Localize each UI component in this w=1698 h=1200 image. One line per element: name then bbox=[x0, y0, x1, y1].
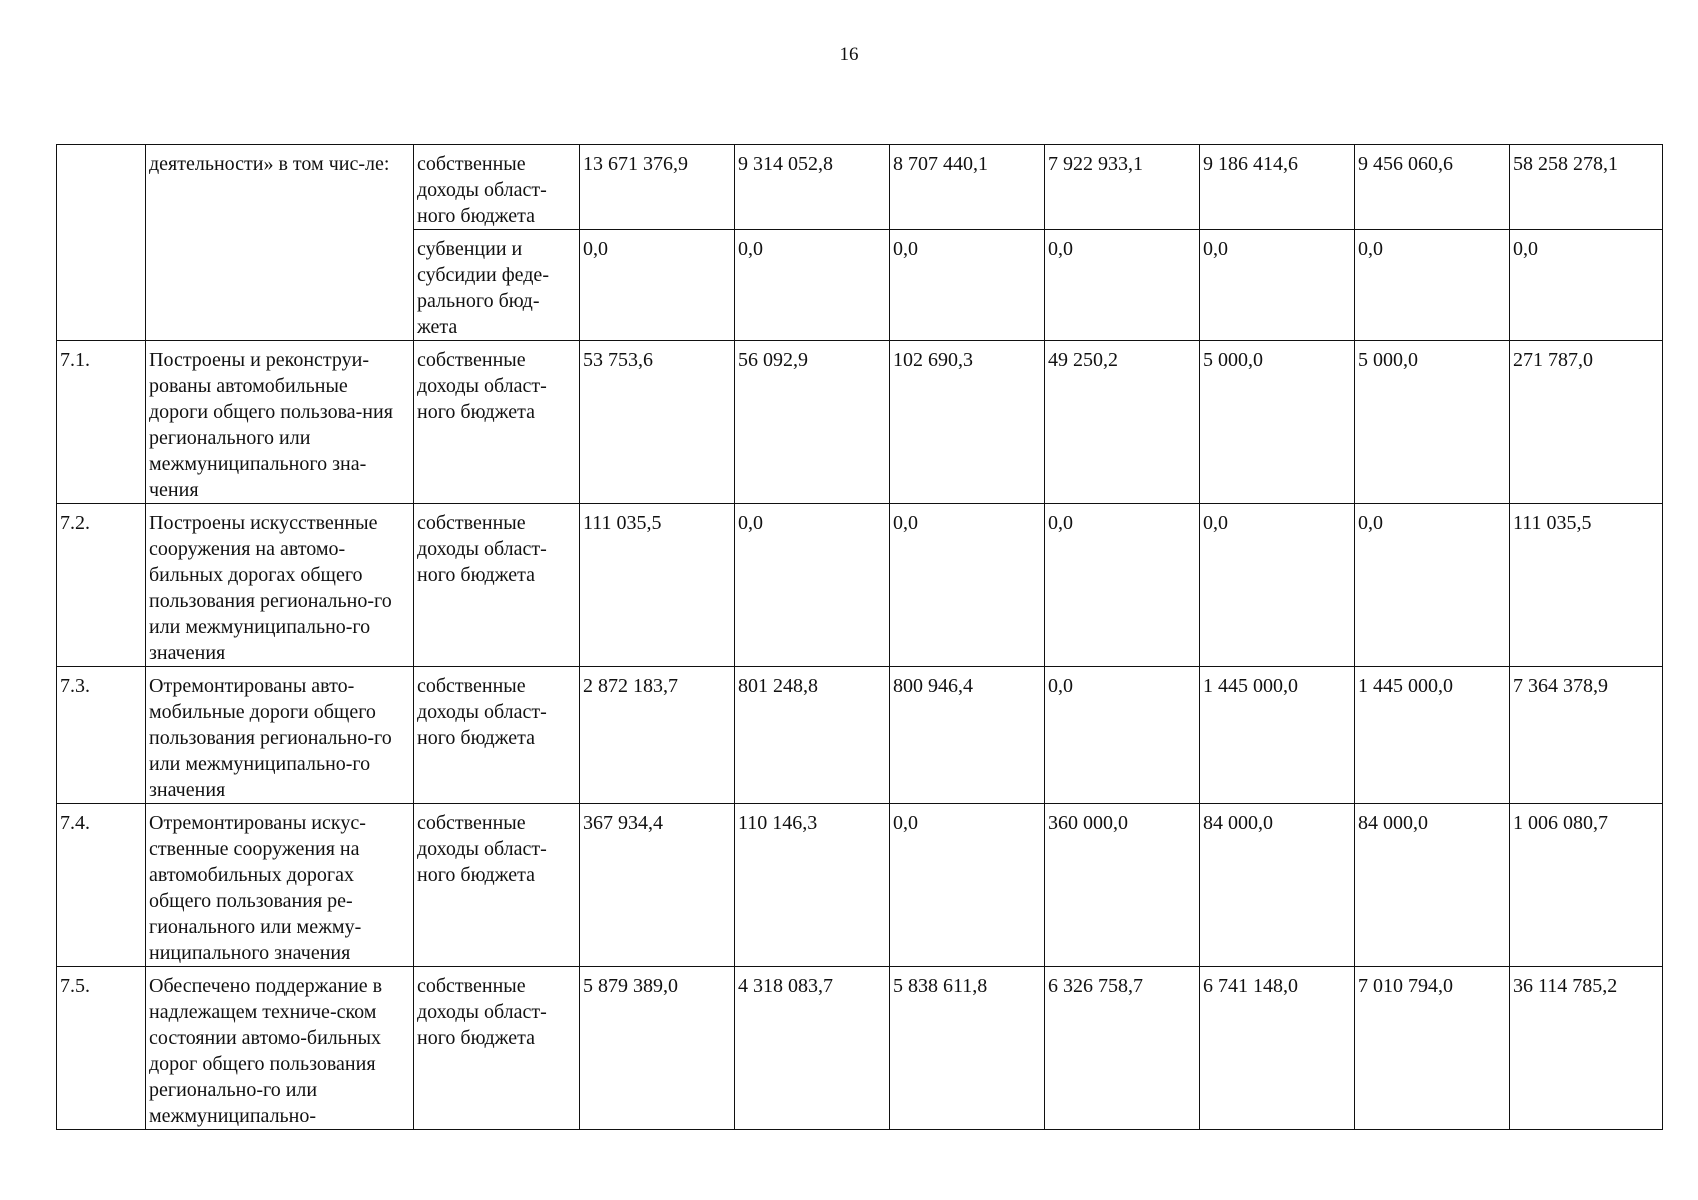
value-cell: 110 146,3 bbox=[735, 804, 890, 967]
row-number: 7.1. bbox=[57, 341, 146, 504]
row-number bbox=[57, 145, 146, 341]
table-row bbox=[57, 145, 1663, 230]
row-number: 7.3. bbox=[57, 667, 146, 804]
value-cell: 0,0 bbox=[1200, 230, 1355, 341]
value-cell: 0,0 bbox=[1355, 504, 1510, 667]
value-cell: 4 318 083,7 bbox=[735, 967, 890, 1130]
total-cell: 271 787,0 bbox=[1510, 341, 1663, 504]
value-cell: 5 879 389,0 bbox=[580, 967, 735, 1130]
row-name: Отремонтированы искус-ственные сооружения на автомобильных дорогах общего пользования ре-гионального или межму-ниципального значения bbox=[146, 804, 414, 967]
row-name: Построены искусственные сооружения на автомо-бильных дорогах общего пользования регионально-го или межмуниципально-го значения bbox=[146, 504, 414, 667]
value-cell: 1 445 000,0 bbox=[1200, 667, 1355, 804]
table-row bbox=[57, 967, 1663, 1130]
budget-table bbox=[56, 144, 1663, 1130]
total-cell: 111 035,5 bbox=[1510, 504, 1663, 667]
value-cell: 5 000,0 bbox=[1355, 341, 1510, 504]
funding-source: субвенции и субсидии феде-рального бюд-жета bbox=[414, 230, 580, 341]
value-cell: 0,0 bbox=[735, 230, 890, 341]
row-name: Построены и реконструи-рованы автомобильные дороги общего пользова-ния регионального или межмуниципального зна-чения bbox=[146, 341, 414, 504]
value-cell: 801 248,8 bbox=[735, 667, 890, 804]
value-cell: 84 000,0 bbox=[1200, 804, 1355, 967]
value-cell: 8 707 440,1 bbox=[890, 145, 1045, 230]
value-cell: 0,0 bbox=[1045, 230, 1200, 341]
row-number: 7.5. bbox=[57, 967, 146, 1130]
value-cell: 0,0 bbox=[890, 230, 1045, 341]
funding-source: собственные доходы област-ного бюджета bbox=[414, 967, 580, 1130]
row-number: 7.2. bbox=[57, 504, 146, 667]
value-cell: 7 010 794,0 bbox=[1355, 967, 1510, 1130]
value-cell: 0,0 bbox=[735, 504, 890, 667]
value-cell: 0,0 bbox=[1200, 504, 1355, 667]
value-cell: 9 456 060,6 bbox=[1355, 145, 1510, 230]
row-name: деятельности» в том чис-ле: bbox=[146, 145, 414, 341]
value-cell: 102 690,3 bbox=[890, 341, 1045, 504]
table-row bbox=[57, 667, 1663, 804]
funding-source: собственные доходы област-ного бюджета bbox=[414, 804, 580, 967]
funding-source: собственные доходы област-ного бюджета bbox=[414, 504, 580, 667]
value-cell: 6 741 148,0 bbox=[1200, 967, 1355, 1130]
value-cell: 2 872 183,7 bbox=[580, 667, 735, 804]
value-cell: 0,0 bbox=[1045, 667, 1200, 804]
table-row bbox=[57, 341, 1663, 504]
table-row bbox=[57, 504, 1663, 667]
row-name: Обеспечено поддержание в надлежащем техниче-ском состоянии автомо-бильных дорог общего пользования регионально-го или межмуниципально- bbox=[146, 967, 414, 1130]
funding-source: собственные доходы област-ного бюджета bbox=[414, 667, 580, 804]
page-number: 16 bbox=[839, 44, 859, 65]
row-name: Отремонтированы авто-мобильные дороги общего пользования регионально-го или межмуниципально-го значения bbox=[146, 667, 414, 804]
value-cell: 56 092,9 bbox=[735, 341, 890, 504]
value-cell: 1 445 000,0 bbox=[1355, 667, 1510, 804]
value-cell: 0,0 bbox=[890, 804, 1045, 967]
total-cell: 36 114 785,2 bbox=[1510, 967, 1663, 1130]
value-cell: 9 186 414,6 bbox=[1200, 145, 1355, 230]
funding-source: собственные доходы област-ного бюджета bbox=[414, 145, 580, 230]
funding-source: собственные доходы област-ного бюджета bbox=[414, 341, 580, 504]
table-row bbox=[57, 804, 1663, 967]
value-cell: 9 314 052,8 bbox=[735, 145, 890, 230]
row-number: 7.4. bbox=[57, 804, 146, 967]
value-cell: 0,0 bbox=[890, 504, 1045, 667]
value-cell: 84 000,0 bbox=[1355, 804, 1510, 967]
value-cell: 367 934,4 bbox=[580, 804, 735, 967]
total-cell: 0,0 bbox=[1510, 230, 1663, 341]
value-cell: 6 326 758,7 bbox=[1045, 967, 1200, 1130]
value-cell: 5 000,0 bbox=[1200, 341, 1355, 504]
value-cell: 7 922 933,1 bbox=[1045, 145, 1200, 230]
value-cell: 5 838 611,8 bbox=[890, 967, 1045, 1130]
total-cell: 58 258 278,1 bbox=[1510, 145, 1663, 230]
total-cell: 7 364 378,9 bbox=[1510, 667, 1663, 804]
value-cell: 0,0 bbox=[1355, 230, 1510, 341]
value-cell: 0,0 bbox=[1045, 504, 1200, 667]
value-cell: 49 250,2 bbox=[1045, 341, 1200, 504]
value-cell: 0,0 bbox=[580, 230, 735, 341]
total-cell: 1 006 080,7 bbox=[1510, 804, 1663, 967]
value-cell: 360 000,0 bbox=[1045, 804, 1200, 967]
value-cell: 800 946,4 bbox=[890, 667, 1045, 804]
value-cell: 53 753,6 bbox=[580, 341, 735, 504]
value-cell: 111 035,5 bbox=[580, 504, 735, 667]
value-cell: 13 671 376,9 bbox=[580, 145, 735, 230]
